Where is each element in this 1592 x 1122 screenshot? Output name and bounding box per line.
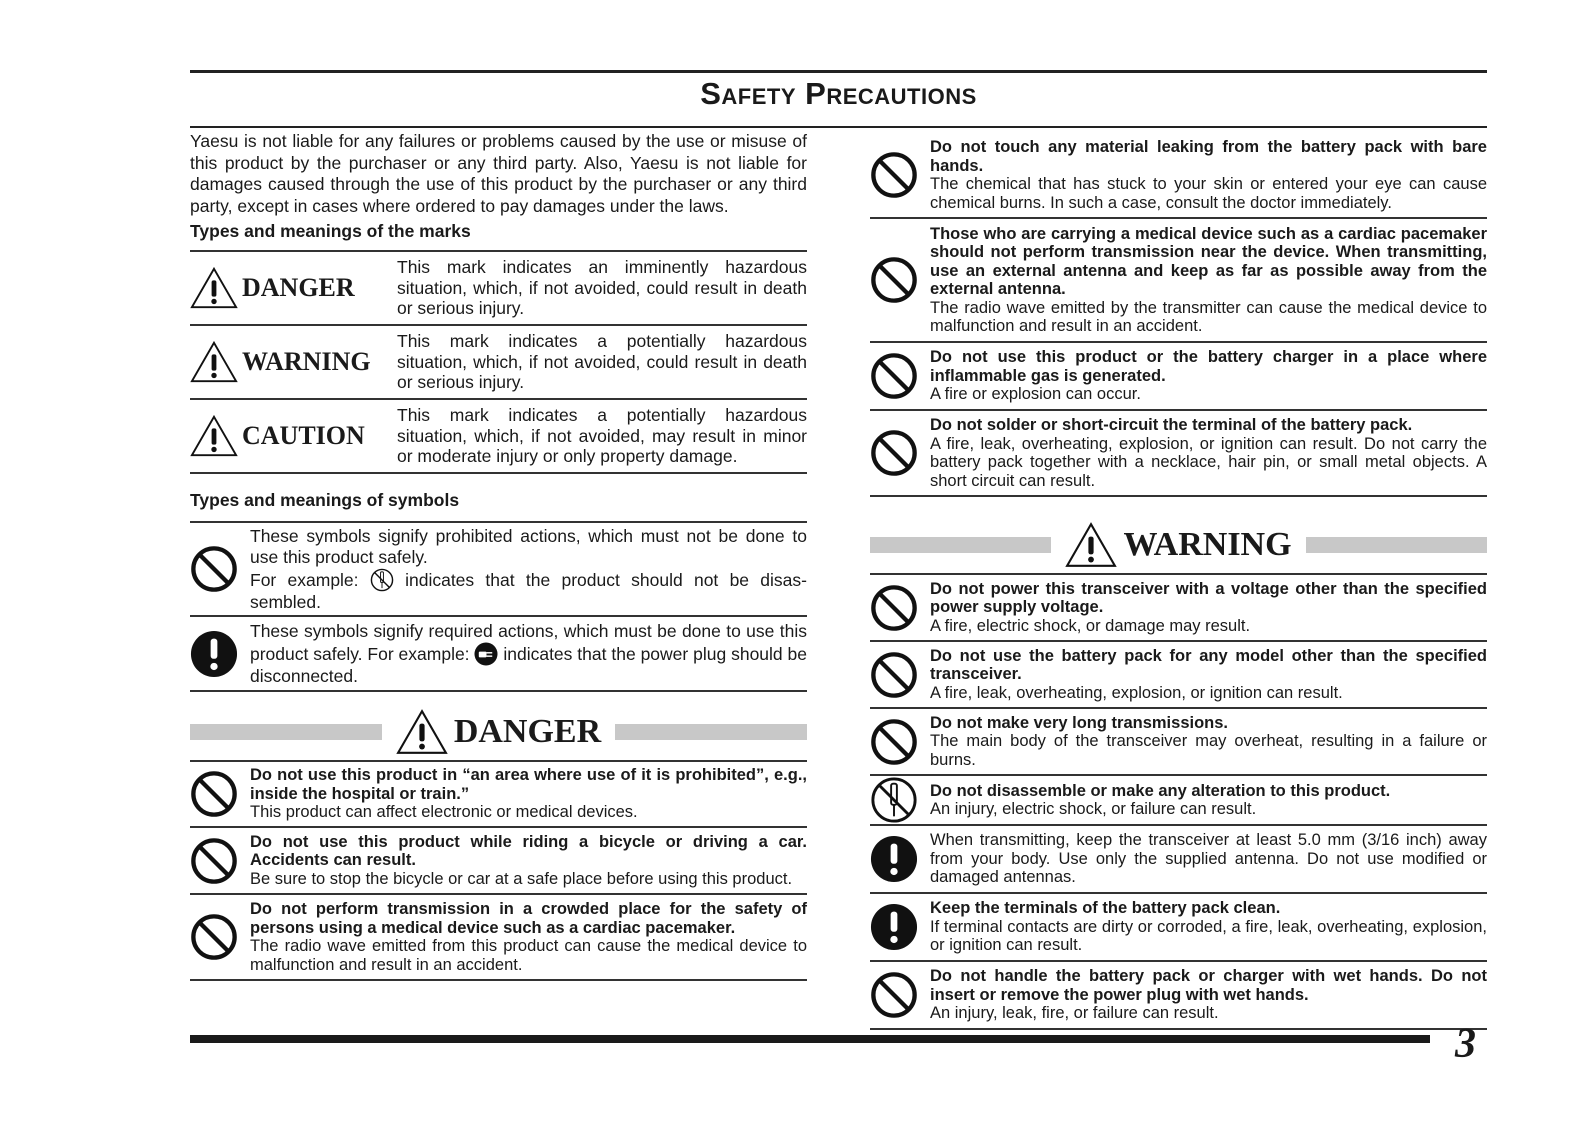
item-title: Do not use this product or the battery charger in a place where inflammable gas is generated. [930,348,1487,385]
warning-triangle-icon [396,709,448,755]
mandatory-icon [190,630,238,678]
mark-word: CAUTION [242,421,365,450]
item-text: The radio wave emitted from this product can cause the medical device to malfunction and result in an accident. [250,937,807,974]
title-rule [190,126,1487,128]
symbol-row-prohibited [190,523,807,617]
warning-triangle-icon [1065,522,1117,568]
warning-triangle-icon [190,414,238,458]
item-title: Do not make very long transmissions. [930,713,1228,732]
danger-item [870,133,1487,219]
banner-bar [190,724,382,740]
unplug-icon [474,642,498,666]
item-text: The main body of the transceiver may overheat, resulting in a failure or burns. [930,732,1487,769]
symbol-example-text: indicates that the power plug should be disconnected. [250,643,807,686]
prohibited-icon [190,545,238,593]
item-title: Do not disassemble or make any alteration to this product. [930,781,1391,800]
symbols-heading: Types and meanings of symbols [190,490,460,510]
warning-item [870,642,1487,709]
item-text: The chemical that has stuck to your skin or entered your eye can cause chemical burns. In such a case, consult the doctor immediately. [930,175,1487,212]
item-text: An injury, leak, fire, or failure can result. [930,1004,1219,1023]
item-text: Be sure to stop the bicycle or car at a safe place before using this product. [250,869,793,888]
item-title: Keep the terminals of the battery pack clean. [930,899,1281,918]
item-title: Do not use this product in “an area where use of it is prohibited”, e.g., inside the hospital or train.” [250,766,807,803]
warning-item [870,575,1487,642]
symbol-row-required [190,617,807,692]
item-title: Do not touch any material leaking from the battery pack with bare hands. [930,138,1487,175]
no-disassembly-icon [870,776,918,824]
mark-description: This mark indicates a potentially hazardous situation, which, if not avoided, could result in death or serious injury. [397,331,807,393]
item-text: A fire or explosion can occur. [930,385,1141,404]
intro-paragraph: Yaesu is not liable for any failures or problems caused by the use or misuse of this product by the purchaser or any third party. Also, Yaesu is not liable for damages caused through the use of this product by the purchaser or any third party, except in cases where ordered to pay damages under the laws. [190,131,807,216]
prohibited-icon [190,913,238,961]
warning-item [870,709,1487,776]
symbol-example-label: For example: [250,569,359,590]
item-text: An injury, electric shock, or failure can result. [930,800,1257,818]
prohibited-icon [870,651,918,699]
item-title: Those who are carrying a medical device such as a cardiac pacemaker should not perform transmission near the device. When transmitting, use an external antenna and keep as far as possible away from the external antenna. [930,224,1487,298]
item-text: The radio wave emitted by the transmitter can cause the medical device to malfunction and result in an accident. [930,298,1487,335]
item-title: Do not handle the battery pack or charger with wet hands. Do not insert or remove the power plug with wet hands. [930,967,1487,1004]
mark-row-caution [190,400,807,474]
mark-description: This mark indicates a potentially hazardous situation, which, if not avoided, may result in minor or moderate injury or only property damage. [397,405,807,467]
danger-item [190,828,807,895]
mark-description: This mark indicates an imminently hazardous situation, which, if not avoided, could result in death or serious injury. [397,257,807,319]
banner-bar [1306,537,1487,553]
item-text: This product can affect electronic or medical devices. [250,803,638,822]
warning-item [870,894,1487,962]
page-title: Safety Precautions [700,76,977,111]
item-text: If terminal contacts are dirty or corroded, a fire, leak, overheating, explosion, or ignition can result. [930,917,1487,955]
banner-bar [870,537,1051,553]
item-title: Do not solder or short-circuit the terminal of the battery pack. [930,416,1413,434]
prohibited-icon [870,151,918,199]
mandatory-icon [870,835,918,883]
mark-row-warning [190,326,807,400]
danger-banner [190,710,807,754]
warning-item [870,826,1487,894]
warning-triangle-icon [190,266,238,310]
item-text: A fire, leak, overheating, explosion, or ignition can result. Do not carry the battery pack together with a necklace, hair pin, or small metal objects. A short circuit can result. [930,434,1487,490]
mark-row-danger [190,252,807,326]
item-text: When transmitting, keep the transceiver at least 5.0 mm (3/16 inch) away from your body. Use only the supplied antenna. Do not use modified or damaged antennas. [930,831,1487,887]
mandatory-icon [870,903,918,951]
item-text: A fire, electric shock, or damage may result. [930,616,1251,635]
mark-word: WARNING [242,347,371,376]
warning-triangle-icon [190,340,238,384]
item-title: Do not use the battery pack for any model other than the specified transceiver. [930,646,1487,684]
left-column [190,131,807,981]
prohibited-icon [870,352,918,400]
marks-heading: Types and meanings of the marks [190,221,471,241]
banner-label: WARNING [1123,526,1292,563]
mark-word: DANGER [242,273,355,302]
danger-item [870,343,1487,411]
item-title: Do not use this product while riding a bicycle or driving a car. Accidents can result. [250,832,807,870]
symbol-example-text: indicates that the product should not be disas-sembled. [250,569,807,612]
prohibited-icon [870,429,918,477]
danger-item [870,411,1487,497]
warning-item [870,776,1487,826]
prohibited-icon [870,256,918,304]
page-number: 3 [1455,1021,1476,1067]
banner-label: DANGER [453,713,602,750]
warning-banner [870,523,1487,567]
warning-item [870,962,1487,1030]
item-text: A fire, leak, overheating, explosion, or ignition can result. [930,683,1343,702]
right-column [870,133,1487,1030]
prohibited-icon [870,971,918,1019]
prohibited-icon [870,584,918,632]
item-title: Do not power this transceiver with a voltage other than the specified power supply voltage. [930,579,1487,617]
item-title: Do not perform transmission in a crowded place for the safety of persons using a medical device such as a cardiac pacemaker. [250,900,807,937]
footer-rule [190,1035,1430,1043]
no-disassembly-icon [370,568,394,592]
symbol-description: These symbols signify required actions, which must be done to use this product safely. For example: [250,620,807,664]
top-rule [190,70,1487,73]
danger-item [190,895,807,981]
prohibited-icon [870,718,918,766]
prohibited-icon [190,837,238,885]
banner-bar [615,724,807,740]
danger-item [190,762,807,828]
symbol-description: These symbols signify prohibited actions, which must not be done to use this product safely. [250,525,807,567]
prohibited-icon [190,770,238,818]
danger-item [870,219,1487,343]
